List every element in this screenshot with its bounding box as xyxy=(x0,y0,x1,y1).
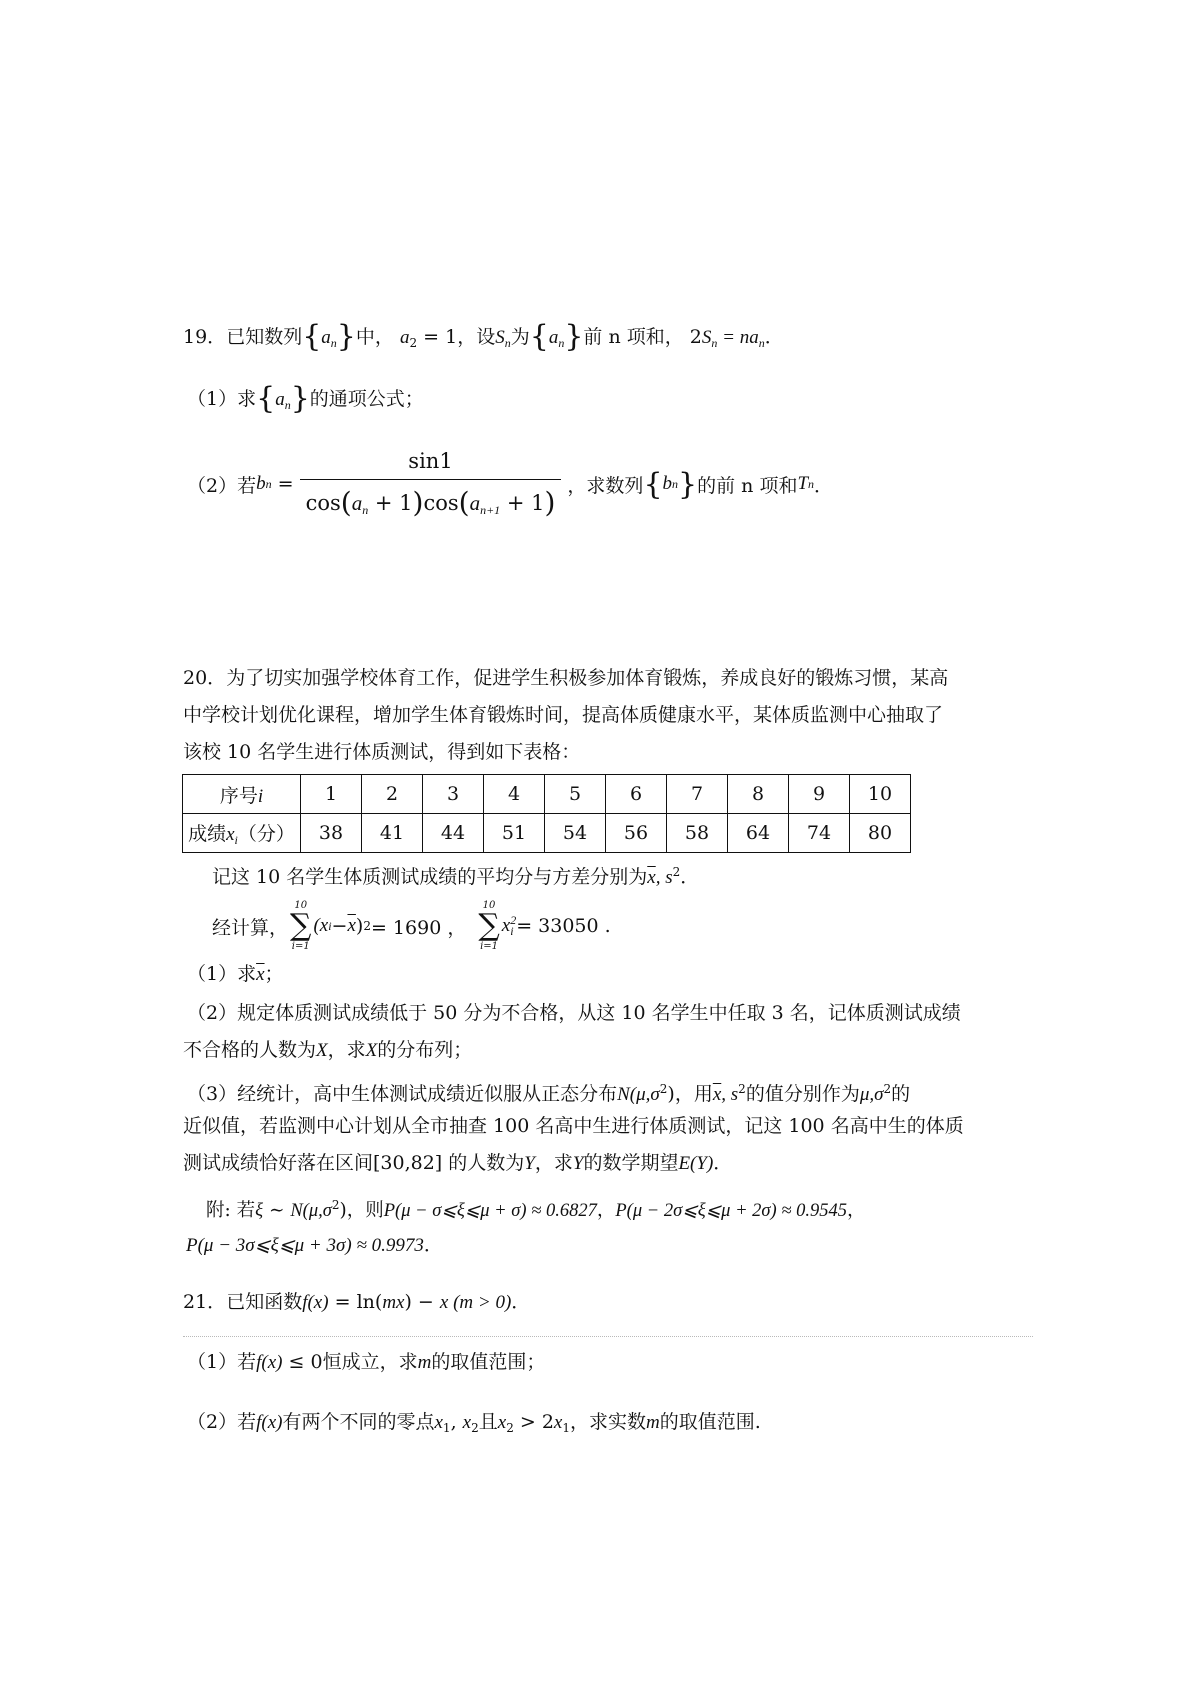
table-cell: 6 xyxy=(606,775,667,814)
q20-question-3-line-1: （3）经统计，高中生体测试成绩近似服从正态分布$N(\mu,\sigma^2)$，用$\overline{x}$, $s^2$的值分别作为$\mu,\sigma^2$的 xyxy=(187,1082,911,1105)
table-cell: 5 xyxy=(545,775,606,814)
table-row xyxy=(183,814,911,853)
q20-appendix-line-2: P(μ − 3σ⩽ξ⩽μ + 3σ) ≈ 0.9973． xyxy=(186,1234,443,1256)
q21-number: 21． xyxy=(183,1291,227,1313)
table-cell: 41 xyxy=(362,814,423,853)
summation-symbol: 10 ∑ i=1 xyxy=(290,900,312,952)
table-cell: 56 xyxy=(606,814,667,853)
q20-para-2: 中学校计划优化课程，增加学生体育锻炼时间，提高体质健康水平，某体质监测中心抽取了 xyxy=(183,704,944,726)
table-cell: 7 xyxy=(667,775,728,814)
table-cell: 9 xyxy=(789,775,850,814)
q21-stem: 21．已知函数f(x) = ln(mx) − x (m > 0)． xyxy=(183,1291,531,1313)
table-cell: 1 xyxy=(301,775,362,814)
table-cell: 10 xyxy=(850,775,911,814)
q20-calc: 经计算， 10 ∑ i=1 (x i − $\overline{x}$ ) 2 = 1690 ， 10 ∑ i=1 x 2 i = 33050 . xyxy=(212,900,611,952)
q20-number: 20． xyxy=(183,667,227,689)
table-cell: 58 xyxy=(667,814,728,853)
q19-part2: （2）若 b n = $\frac{\sin 1}{\cos(a_n + 1)\cos(a_{n+1} + 1)}$ ，求数列 { b n } 的前 n 项和 T n ． xyxy=(187,449,834,519)
table-cell: 38 xyxy=(301,814,362,853)
q21-part2: （2）若f(x)有两个不同的零点$x_1$, $x_2$且$x_2 > 2x_1$，求实数m的取值范围. xyxy=(187,1411,761,1435)
table-cell: 8 xyxy=(728,775,789,814)
q20-score-table xyxy=(182,774,911,853)
q20-para-1: 20．为了切实加强学校体育工作，促进学生积极参加体育锻炼，养成良好的锻炼习惯，某高 xyxy=(183,667,949,689)
q20-question-1: （1）求$\overline{x}$； xyxy=(187,963,284,985)
q19-fraction: $\frac{\sin 1}{\cos(a_n + 1)\cos(a_{n+1} + 1)}$ xyxy=(300,449,562,519)
table-cell: 3 xyxy=(423,775,484,814)
table-cell: 51 xyxy=(484,814,545,853)
q21-part1: （1）若f(x) ≤ 0恒成立，求m的取值范围； xyxy=(187,1351,546,1373)
q20-appendix-line-1: 附: 若ξ ∼ $N(\mu,\sigma^2)$，则P(μ − σ⩽ξ⩽μ + σ) ≈ 0.6827，P(μ − 2σ⩽ξ⩽μ + 2σ) ≈ 0.9545， xyxy=(206,1198,866,1221)
table-cell: 80 xyxy=(850,814,911,853)
table-cell: 2 xyxy=(362,775,423,814)
q19-stem: 19．已知数列$\{a_n\}$中， $a_2 = 1$，设$S_n$为$\{a_n\}$前 n 项和， $2S_n = na_n$． xyxy=(183,319,784,354)
table-cell: 44 xyxy=(423,814,484,853)
table-cell: 54 xyxy=(545,814,606,853)
summation-symbol: 10 ∑ i=1 xyxy=(478,900,500,952)
q20-question-2-line-2: 不合格的人数为X，求X的分布列； xyxy=(183,1039,473,1061)
table-cell: 74 xyxy=(789,814,850,853)
q20-question-3-line-2: 近似值，若监测中心计划从全市抽查 100 名高中生进行体质测试，记这 100 名高中生的体质 xyxy=(183,1115,964,1137)
dotted-divider xyxy=(183,1336,1033,1337)
table-header-index: 序号i xyxy=(183,775,301,814)
table-cell: 64 xyxy=(728,814,789,853)
q20-note: 记这 10 名学生体质测试成绩的平均分与方差分别为$\overline{x}$, $s^2$． xyxy=(212,865,700,888)
q19-number: 19． xyxy=(183,326,227,348)
table-header-score: 成绩$x_i$（分） xyxy=(183,814,301,853)
table-row xyxy=(183,775,911,814)
q20-question-3-line-3: 测试成绩恰好落在区间[30,82] 的人数为Y，求Y的数学期望E(Y)． xyxy=(183,1152,733,1174)
q19-part1: （1）求$\{a_n\}$的通项公式； xyxy=(187,381,424,416)
q20-para-3: 该校 10 名学生进行体质测试，得到如下表格： xyxy=(183,741,581,763)
table-cell: 4 xyxy=(484,775,545,814)
q20-question-2-line-1: （2）规定体质测试成绩低于 50 分为不合格，从这 10 名学生中任取 3 名，记体质测试成绩 xyxy=(187,1002,961,1024)
